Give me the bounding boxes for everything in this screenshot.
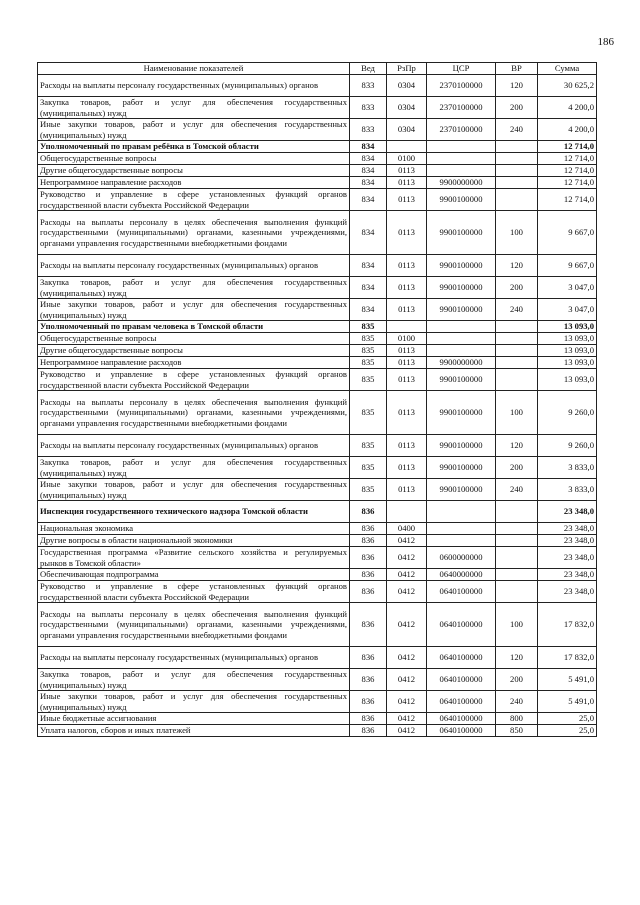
cell-ved: 835 <box>350 457 387 479</box>
table-row <box>38 725 597 737</box>
cell-ved: 835 <box>350 345 387 357</box>
cell-vr: 850 <box>496 725 538 737</box>
cell-rzpr: 0113 <box>387 211 427 255</box>
cell-name: Расходы на выплаты персоналу в целях обеспечения выполнения функций государственными (муниципальными) органами, казенными учреждениями, органами управления государственными внебюджетными фондами <box>38 211 350 255</box>
cell-csr: 9900000000 <box>427 357 496 369</box>
cell-name: Расходы на выплаты персоналу государственных (муниципальных) органов <box>38 435 350 457</box>
cell-name: Обеспечивающая подпрограмма <box>38 569 350 581</box>
cell-ved: 833 <box>350 119 387 141</box>
cell-vr <box>496 333 538 345</box>
header-rzpr: РзПр <box>387 63 427 75</box>
cell-csr <box>427 501 496 523</box>
cell-sum: 12 714,0 <box>538 141 597 153</box>
table-body <box>38 75 597 737</box>
table-row <box>38 165 597 177</box>
cell-rzpr: 0113 <box>387 391 427 435</box>
cell-vr <box>496 569 538 581</box>
cell-name: Другие вопросы в области национальной экономики <box>38 535 350 547</box>
cell-sum: 9 260,0 <box>538 435 597 457</box>
cell-rzpr: 0113 <box>387 457 427 479</box>
cell-sum: 3 833,0 <box>538 479 597 501</box>
cell-rzpr: 0113 <box>387 255 427 277</box>
table-header <box>38 63 597 75</box>
cell-vr <box>496 369 538 391</box>
cell-sum: 3 047,0 <box>538 299 597 321</box>
cell-sum: 13 093,0 <box>538 369 597 391</box>
cell-rzpr: 0113 <box>387 277 427 299</box>
cell-sum: 4 200,0 <box>538 119 597 141</box>
cell-vr <box>496 523 538 535</box>
cell-rzpr: 0304 <box>387 75 427 97</box>
cell-rzpr: 0412 <box>387 647 427 669</box>
cell-vr <box>496 581 538 603</box>
table-row <box>38 669 597 691</box>
cell-name: Закупка товаров, работ и услуг для обеспечения государственных (муниципальных) нужд <box>38 277 350 299</box>
cell-rzpr: 0113 <box>387 369 427 391</box>
cell-csr: 2370100000 <box>427 97 496 119</box>
cell-sum: 23 348,0 <box>538 523 597 535</box>
cell-rzpr: 0400 <box>387 523 427 535</box>
table-row <box>38 391 597 435</box>
cell-name: Закупка товаров, работ и услуг для обеспечения государственных (муниципальных) нужд <box>38 97 350 119</box>
cell-name: Инспекция государственного технического надзора Томской области <box>38 501 350 523</box>
table-row <box>38 547 597 569</box>
table-row <box>38 97 597 119</box>
cell-vr: 120 <box>496 647 538 669</box>
cell-vr: 100 <box>496 211 538 255</box>
cell-sum: 23 348,0 <box>538 535 597 547</box>
cell-vr <box>496 547 538 569</box>
table-row <box>38 713 597 725</box>
cell-sum: 23 348,0 <box>538 547 597 569</box>
cell-name: Общегосударственные вопросы <box>38 153 350 165</box>
table-row <box>38 535 597 547</box>
cell-vr: 200 <box>496 457 538 479</box>
cell-vr <box>496 357 538 369</box>
header-sum: Сумма <box>538 63 597 75</box>
cell-name: Другие общегосударственные вопросы <box>38 345 350 357</box>
cell-name: Общегосударственные вопросы <box>38 333 350 345</box>
cell-sum: 13 093,0 <box>538 357 597 369</box>
cell-rzpr: 0100 <box>387 333 427 345</box>
cell-csr <box>427 535 496 547</box>
cell-vr: 100 <box>496 603 538 647</box>
cell-csr: 9900100000 <box>427 391 496 435</box>
cell-ved: 834 <box>350 141 387 153</box>
cell-ved: 834 <box>350 211 387 255</box>
cell-ved: 836 <box>350 691 387 713</box>
cell-name: Иные бюджетные ассигнования <box>38 713 350 725</box>
cell-sum: 12 714,0 <box>538 153 597 165</box>
cell-ved: 836 <box>350 523 387 535</box>
cell-ved: 834 <box>350 277 387 299</box>
cell-ved: 835 <box>350 391 387 435</box>
cell-rzpr: 0113 <box>387 435 427 457</box>
cell-name: Расходы на выплаты персоналу в целях обеспечения выполнения функций государственными (муниципальными) органами, казенными учреждениями, органами управления государственными внебюджетными фондами <box>38 603 350 647</box>
cell-ved: 836 <box>350 669 387 691</box>
cell-sum: 5 491,0 <box>538 669 597 691</box>
header-name: Наименование показателей <box>38 63 350 75</box>
cell-sum: 23 348,0 <box>538 581 597 603</box>
table-row <box>38 277 597 299</box>
cell-csr: 9900100000 <box>427 211 496 255</box>
cell-name: Закупка товаров, работ и услуг для обеспечения государственных (муниципальных) нужд <box>38 457 350 479</box>
cell-ved: 836 <box>350 535 387 547</box>
cell-sum: 9 667,0 <box>538 255 597 277</box>
cell-name: Иные закупки товаров, работ и услуг для обеспечения государственных (муниципальных) нужд <box>38 299 350 321</box>
cell-sum: 3 047,0 <box>538 277 597 299</box>
cell-vr <box>496 189 538 211</box>
cell-csr: 0600000000 <box>427 547 496 569</box>
cell-csr: 9900100000 <box>427 479 496 501</box>
cell-csr: 0640100000 <box>427 691 496 713</box>
cell-csr: 0640100000 <box>427 603 496 647</box>
cell-csr <box>427 321 496 333</box>
cell-rzpr: 0113 <box>387 189 427 211</box>
cell-ved: 834 <box>350 189 387 211</box>
table-row <box>38 435 597 457</box>
cell-name: Иные закупки товаров, работ и услуг для обеспечения государственных (муниципальных) нужд <box>38 691 350 713</box>
cell-ved: 835 <box>350 357 387 369</box>
table-row <box>38 603 597 647</box>
cell-rzpr: 0113 <box>387 479 427 501</box>
cell-rzpr: 0113 <box>387 345 427 357</box>
table-row <box>38 345 597 357</box>
cell-sum: 30 625,2 <box>538 75 597 97</box>
table-row <box>38 369 597 391</box>
cell-csr <box>427 165 496 177</box>
cell-sum: 25,0 <box>538 713 597 725</box>
header-csr: ЦСР <box>427 63 496 75</box>
cell-csr: 0640100000 <box>427 581 496 603</box>
table-row <box>38 141 597 153</box>
table-row <box>38 211 597 255</box>
cell-csr: 9900100000 <box>427 277 496 299</box>
cell-csr: 0640100000 <box>427 669 496 691</box>
cell-csr: 2370100000 <box>427 75 496 97</box>
cell-vr: 120 <box>496 435 538 457</box>
cell-vr <box>496 153 538 165</box>
cell-vr <box>496 535 538 547</box>
table-row <box>38 357 597 369</box>
cell-sum: 12 714,0 <box>538 189 597 211</box>
table-row <box>38 457 597 479</box>
cell-name: Иные закупки товаров, работ и услуг для обеспечения государственных (муниципальных) нужд <box>38 119 350 141</box>
cell-csr: 9900100000 <box>427 435 496 457</box>
cell-rzpr: 0412 <box>387 581 427 603</box>
cell-sum: 25,0 <box>538 725 597 737</box>
cell-vr: 200 <box>496 97 538 119</box>
cell-rzpr: 0412 <box>387 725 427 737</box>
cell-name: Расходы на выплаты персоналу государственных (муниципальных) органов <box>38 75 350 97</box>
cell-rzpr <box>387 501 427 523</box>
cell-ved: 836 <box>350 603 387 647</box>
cell-sum: 12 714,0 <box>538 177 597 189</box>
cell-rzpr: 0412 <box>387 569 427 581</box>
cell-rzpr <box>387 141 427 153</box>
cell-ved: 835 <box>350 479 387 501</box>
cell-name: Закупка товаров, работ и услуг для обеспечения государственных (муниципальных) нужд <box>38 669 350 691</box>
table-row <box>38 153 597 165</box>
cell-vr <box>496 345 538 357</box>
table-row <box>38 189 597 211</box>
cell-ved: 834 <box>350 255 387 277</box>
cell-vr: 240 <box>496 299 538 321</box>
cell-vr: 200 <box>496 669 538 691</box>
cell-csr: 9900000000 <box>427 177 496 189</box>
cell-vr <box>496 165 538 177</box>
table-row <box>38 501 597 523</box>
table-row <box>38 523 597 535</box>
table-row <box>38 75 597 97</box>
cell-name: Иные закупки товаров, работ и услуг для обеспечения государственных (муниципальных) нужд <box>38 479 350 501</box>
table-row <box>38 691 597 713</box>
table-row <box>38 299 597 321</box>
cell-name: Расходы на выплаты персоналу государственных (муниципальных) органов <box>38 647 350 669</box>
cell-sum: 9 667,0 <box>538 211 597 255</box>
cell-vr <box>496 177 538 189</box>
cell-csr <box>427 141 496 153</box>
cell-sum: 12 714,0 <box>538 165 597 177</box>
cell-ved: 836 <box>350 647 387 669</box>
cell-name: Уполномоченный по правам человека в Томской области <box>38 321 350 333</box>
cell-vr <box>496 321 538 333</box>
cell-ved: 836 <box>350 713 387 725</box>
cell-rzpr: 0113 <box>387 165 427 177</box>
cell-vr <box>496 141 538 153</box>
cell-vr <box>496 501 538 523</box>
cell-rzpr: 0304 <box>387 119 427 141</box>
cell-name: Национальная экономика <box>38 523 350 535</box>
cell-rzpr: 0412 <box>387 691 427 713</box>
cell-rzpr: 0113 <box>387 299 427 321</box>
table-row <box>38 647 597 669</box>
cell-ved: 834 <box>350 177 387 189</box>
cell-name: Уполномоченный по правам ребёнка в Томской области <box>38 141 350 153</box>
cell-csr: 9900100000 <box>427 299 496 321</box>
cell-ved: 836 <box>350 501 387 523</box>
cell-csr <box>427 153 496 165</box>
cell-ved: 836 <box>350 581 387 603</box>
cell-name: Расходы на выплаты персоналу государственных (муниципальных) органов <box>38 255 350 277</box>
cell-csr: 0640100000 <box>427 725 496 737</box>
table-row <box>38 119 597 141</box>
cell-vr: 120 <box>496 75 538 97</box>
cell-csr <box>427 333 496 345</box>
table-row <box>38 255 597 277</box>
cell-rzpr: 0412 <box>387 669 427 691</box>
table-row <box>38 177 597 189</box>
cell-sum: 17 832,0 <box>538 603 597 647</box>
cell-sum: 13 093,0 <box>538 345 597 357</box>
cell-vr: 240 <box>496 691 538 713</box>
cell-ved: 835 <box>350 321 387 333</box>
table-row <box>38 333 597 345</box>
table-row <box>38 321 597 333</box>
cell-ved: 836 <box>350 725 387 737</box>
cell-rzpr: 0304 <box>387 97 427 119</box>
cell-rzpr: 0412 <box>387 535 427 547</box>
cell-csr: 0640100000 <box>427 713 496 725</box>
cell-ved: 836 <box>350 547 387 569</box>
cell-name: Непрограммное направление расходов <box>38 177 350 189</box>
cell-csr: 9900100000 <box>427 255 496 277</box>
cell-rzpr: 0412 <box>387 547 427 569</box>
cell-name: Уплата налогов, сборов и иных платежей <box>38 725 350 737</box>
cell-csr <box>427 523 496 535</box>
table-row <box>38 479 597 501</box>
cell-name: Другие общегосударственные вопросы <box>38 165 350 177</box>
cell-csr: 0640000000 <box>427 569 496 581</box>
cell-ved: 834 <box>350 153 387 165</box>
cell-sum: 5 491,0 <box>538 691 597 713</box>
header-ved: Вед <box>350 63 387 75</box>
cell-sum: 23 348,0 <box>538 569 597 581</box>
cell-name: Руководство и управление в сфере установленных функций органов государственной власти субъекта Российской Федерации <box>38 581 350 603</box>
table-row <box>38 569 597 581</box>
cell-sum: 9 260,0 <box>538 391 597 435</box>
cell-rzpr: 0412 <box>387 603 427 647</box>
cell-csr <box>427 345 496 357</box>
cell-vr: 800 <box>496 713 538 725</box>
cell-csr: 2370100000 <box>427 119 496 141</box>
cell-rzpr: 0100 <box>387 153 427 165</box>
table-row <box>38 581 597 603</box>
cell-csr: 9900100000 <box>427 457 496 479</box>
header-row <box>38 63 597 75</box>
cell-vr: 200 <box>496 277 538 299</box>
header-vr: ВР <box>496 63 538 75</box>
cell-ved: 835 <box>350 369 387 391</box>
budget-table <box>37 62 597 737</box>
cell-sum: 13 093,0 <box>538 333 597 345</box>
cell-ved: 833 <box>350 75 387 97</box>
cell-ved: 835 <box>350 435 387 457</box>
cell-rzpr: 0412 <box>387 713 427 725</box>
cell-ved: 834 <box>350 299 387 321</box>
cell-rzpr: 0113 <box>387 177 427 189</box>
cell-name: Руководство и управление в сфере установленных функций органов государственной власти субъекта Российской Федерации <box>38 189 350 211</box>
cell-sum: 4 200,0 <box>538 97 597 119</box>
cell-sum: 23 348,0 <box>538 501 597 523</box>
cell-ved: 836 <box>350 569 387 581</box>
cell-sum: 13 093,0 <box>538 321 597 333</box>
page-number: 186 <box>597 36 614 48</box>
cell-vr: 240 <box>496 119 538 141</box>
cell-rzpr <box>387 321 427 333</box>
cell-rzpr: 0113 <box>387 357 427 369</box>
cell-ved: 834 <box>350 165 387 177</box>
cell-vr: 240 <box>496 479 538 501</box>
cell-sum: 3 833,0 <box>538 457 597 479</box>
cell-vr: 100 <box>496 391 538 435</box>
cell-name: Расходы на выплаты персоналу в целях обеспечения выполнения функций государственными (муниципальными) органами, казенными учреждениями, органами управления государственными внебюджетными фондами <box>38 391 350 435</box>
cell-csr: 9900100000 <box>427 189 496 211</box>
cell-ved: 833 <box>350 97 387 119</box>
cell-vr: 120 <box>496 255 538 277</box>
cell-csr: 0640100000 <box>427 647 496 669</box>
cell-csr: 9900100000 <box>427 369 496 391</box>
cell-ved: 835 <box>350 333 387 345</box>
cell-name: Руководство и управление в сфере установленных функций органов государственной власти субъекта Российской Федерации <box>38 369 350 391</box>
cell-name: Государственная программа «Развитие сельского хозяйства и регулируемых рынков в Томской области» <box>38 547 350 569</box>
cell-sum: 17 832,0 <box>538 647 597 669</box>
cell-name: Непрограммное направление расходов <box>38 357 350 369</box>
